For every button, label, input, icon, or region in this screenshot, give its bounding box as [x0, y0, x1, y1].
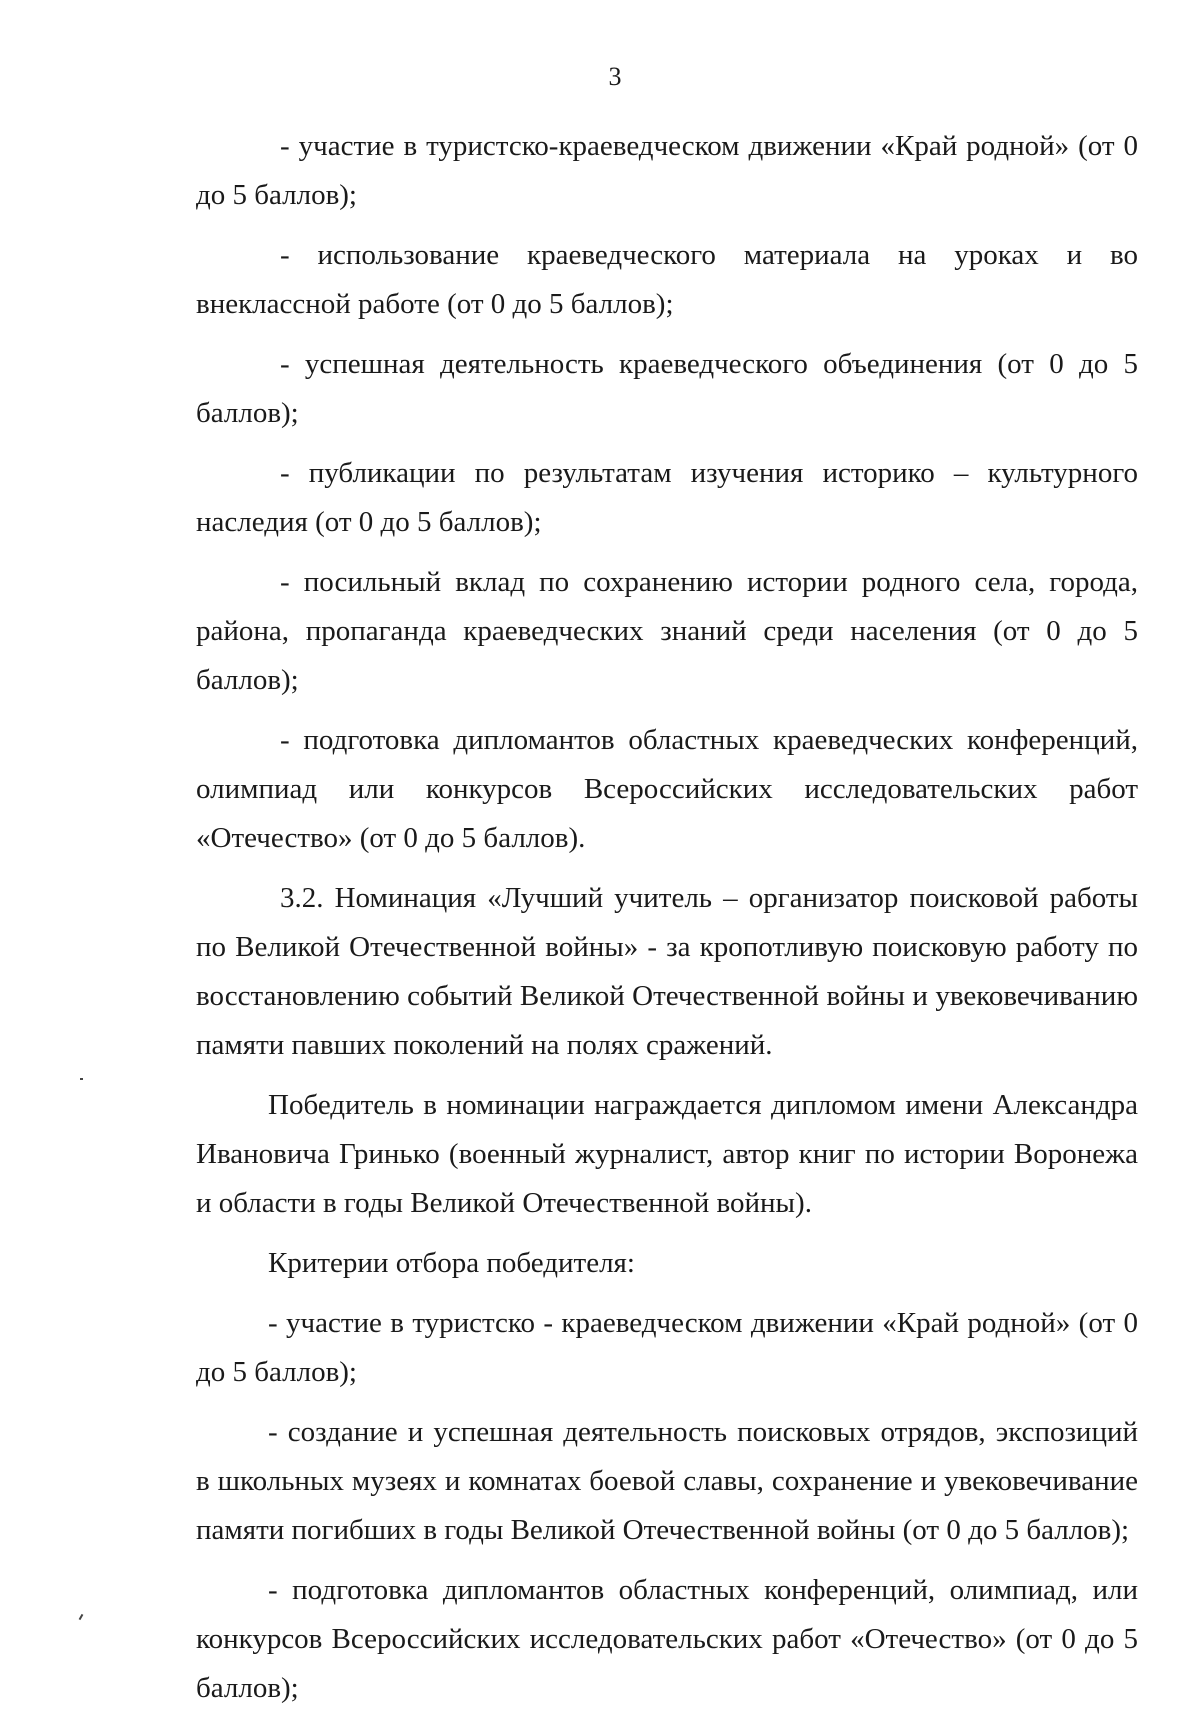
paragraph-criterion-association: - успешная деятельность краеведческого объединения (от 0 до 5 баллов);: [196, 348, 1138, 429]
paragraph-criterion-search-units: - создание и успешная деятельность поисковых отрядов, экспозиций в школьных музеях и комнатах боевой славы, сохранение и увековечивание памяти погибших в годы Великой Отечественной войны (от 0 до 5 баллов);: [196, 1416, 1138, 1546]
paragraph-winner-award: Победитель в номинации награждается дипломом имени Александра Ивановича Гринько (военный журналист, автор книг по истории Воронежа и области в годы Великой Отечественной войны).: [196, 1089, 1138, 1219]
paragraph-criterion-kray-rodnoy: - участие в туристско-краеведческом движении «Край родной» (от 0 до 5 баллов);: [196, 130, 1138, 211]
paragraph-criterion-contribution: - посильный вклад по сохранению истории родного села, города, района, пропаганда краеведческих знаний среди населения (от 0 до 5 баллов);: [196, 566, 1138, 696]
paragraph-criterion-publications: - публикации по результатам изучения историко – культурного наследия (от 0 до 5 баллов);: [196, 457, 1138, 538]
paragraph-selection-criteria-heading: Критерии отбора победителя:: [268, 1247, 635, 1279]
paragraph-criterion-diploma-winners-2: - подготовка дипломантов областных конференций, олимпиад, или конкурсов Всероссийских исследовательских работ «Отечество» (от 0 до 5 баллов);: [196, 1574, 1138, 1704]
paragraph-criterion-diploma-winners: - подготовка дипломантов областных краеведческих конференций, олимпиад или конкурсов Всероссийских исследовательских работ «Отечество» (от 0 до 5 баллов).: [196, 724, 1138, 854]
paragraph-nomination-3-2: 3.2. Номинация «Лучший учитель – организатор поисковой работы по Великой Отечественной войны» - за кропотливую поисковую работу по восстановлению событий Великой Отечественной войны и увековечиванию памяти павших поколений на полях сражений.: [196, 882, 1138, 1061]
paragraph-criterion-local-material: - использование краеведческого материала на уроках и во внеклассной работе (от 0 до 5 баллов);: [196, 239, 1138, 320]
paragraph-criterion-kray-rodnoy-2: - участие в туристско - краеведческом движении «Край родной» (от 0 до 5 баллов);: [196, 1307, 1138, 1388]
document-body: [196, 122, 1138, 1713]
page-number: 3: [608, 62, 622, 91]
scan-speck: [79, 1614, 84, 1620]
scan-speck: [80, 1078, 83, 1080]
